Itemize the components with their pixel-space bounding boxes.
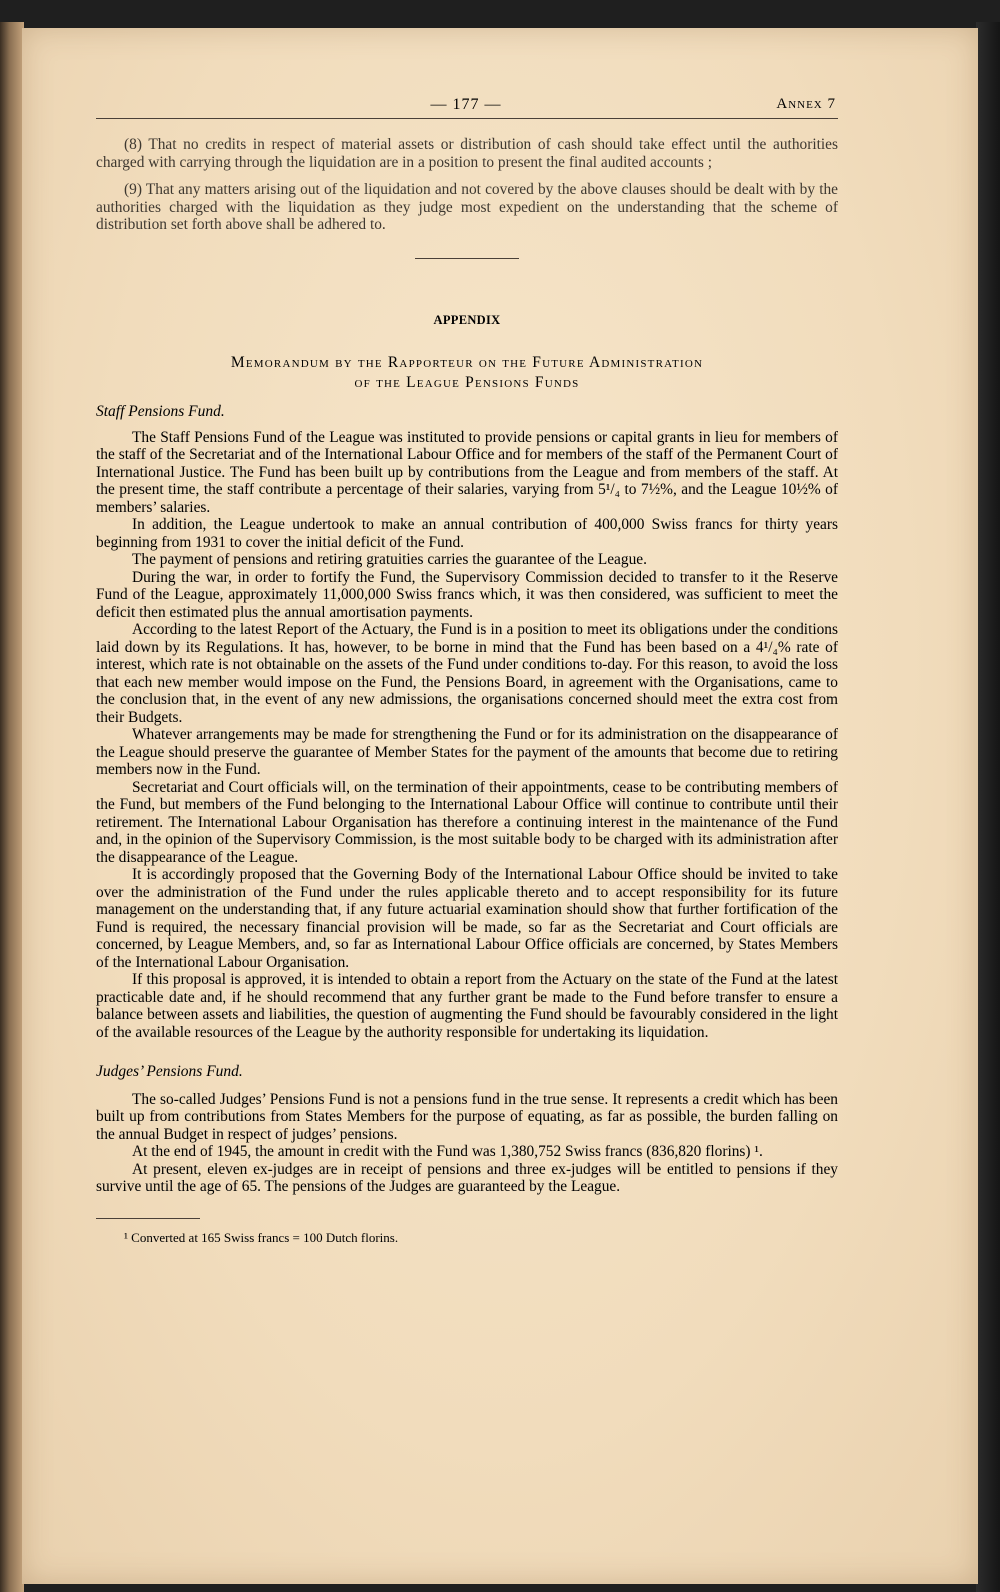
staff-fund-heading: Staff Pensions Fund.: [96, 403, 225, 420]
judges-fund-paragraph: At the end of 1945, the amount in credit with the Fund was 1,380,752 Swiss francs (836,820 florins) ¹.: [132, 1143, 763, 1160]
memorandum-title-line-1: Memorandum by the Rapporteur on the Future Administration: [230, 354, 704, 371]
staff-fund-paragraph: During the war, in order to fortify the Fund, the Supervisory Commission decided to transfer to it the Reserve Fund of the League, approximately 11,000,000 Swiss francs which, it was then considered, was sufficient to meet the deficit then estimated plus the annual amortisation payments.: [96, 568, 838, 621]
page-number: — 177 —: [430, 96, 502, 113]
page-body: [96, 136, 838, 1246]
judges-fund-paragraph: The so-called Judges’ Pensions Fund is not a pensions fund in the true sense. It represents a credit which has been built up from contributions from States Members for the purpose of equating, as far as possible, the burden falling on the annual Budget in respect of judges’ pensions.: [96, 1090, 838, 1143]
staff-fund-paragraph: Whatever arrangements may be made for strengthening the Fund or for its administration on the disappearance of the League should preserve the guarantee of Member States for the payment of the amounts that become due to retiring members now in the Fund.: [96, 726, 838, 778]
staff-fund-paragraph: In addition, the League undertook to make an annual contribution of 400,000 Swiss francs for thirty years beginning from 1931 to cover the initial deficit of the Fund.: [96, 516, 838, 551]
footnote-rule: [96, 1218, 200, 1219]
staff-fund-paragraph: It is accordingly proposed that the Governing Body of the International Labour Office should be invited to take over the administration of the Fund under the rules applicable thereto and to accept responsibility for its future management on the understanding that, if any future actuarial examination should show that further fortification of the Fund is required, the necessary financial provision will be made, so far as the Secretariat and Court officials are concerned, by League Members, and, so far as International Labour Office officials are concerned, by States Members of the International Labour Organisation.: [96, 866, 838, 971]
section-divider: [415, 258, 519, 259]
book-binding: [0, 22, 24, 1592]
staff-fund-paragraph: The Staff Pensions Fund of the League was instituted to provide pensions or capital grants in lieu for members of the staff of the Secretariat and of the International Labour Office and for members of the staff of the Permanent Court of International Justice. The Fund has been built up by contributions from the League and from members of the staff. At the present time, the staff contribute a percentage of their salaries, varying from 5¹/₄ to 7½%, and the League 10½% of members’ salaries.: [96, 428, 838, 516]
staff-fund-paragraph: Secretariat and Court officials will, on the termination of their appointments, cease to be contributing members of the Fund, but members of the Fund belonging to the International Labour Office will continue to contribute until their retirement. The International Labour Organisation has therefore a continuing interest in the maintenance of the Fund and, in the opinion of the Supervisory Commission, is the most suitable body to be charged with its administration after the disappearance of the League.: [96, 778, 838, 866]
appendix-title: APPENDIX: [433, 312, 501, 327]
staff-fund-paragraph: According to the latest Report of the Actuary, the Fund is in a position to meet its obligations under the conditions laid down by its Regulations. It has, however, to be borne in mind that the Fund has been based on a 4¹/₄% rate of interest, which rate is not obtainable on the assets of the Fund under conditions to-day. For this reason, to avoid the loss that each new member would impose on the Fund, the Pensions Board, in agreement with the Organisations, came to the conclusion that, in the event of any new admissions, the organisations concerned should meet the extra cost from their Budgets.: [96, 621, 838, 726]
staff-fund-paragraph: If this proposal is approved, it is intended to obtain a report from the Actuary on the state of the Fund at the latest practicable date and, if he should recommend that any further grant be made to the Fund before transfer to ensure a balance between assets and liabilities, the question of augmenting the Fund should be favourably considered in the light of the available resources of the League by the authority responsible for undertaking its liquidation.: [96, 971, 838, 1041]
footnote: ¹ Converted at 165 Swiss francs = 100 Dutch florins.: [124, 1229, 399, 1245]
memorandum-title-line-2: of the League Pensions Funds: [354, 374, 580, 391]
annex-label: Annex 7: [776, 96, 836, 112]
staff-fund-paragraph: The payment of pensions and retiring gratuities carries the guarantee of the League.: [132, 551, 647, 568]
clause-8: (8) That no credits in respect of material assets or distribution of cash should take effect until the authorities charged with carrying through the liquidation are in a position to present the final audited accounts ;: [96, 136, 838, 171]
memorandum-title: [96, 353, 838, 393]
clause-9: (9) That any matters arising out of the liquidation and not covered by the above clauses should be dealt with by the authorities charged with the liquidation as they judge most expedient on the understanding that the scheme of distribution set forth above shall be adhered to.: [96, 181, 838, 233]
page-edge: [976, 22, 1000, 1592]
header-rule: [96, 118, 838, 119]
judges-fund-paragraph: At present, eleven ex-judges are in receipt of pensions and three ex-judges will be entitled to pensions if they survive until the age of 65. The pensions of the Judges are guaranteed by the League.: [96, 1160, 838, 1195]
judges-fund-heading: Judges’ Pensions Fund.: [96, 1063, 243, 1080]
